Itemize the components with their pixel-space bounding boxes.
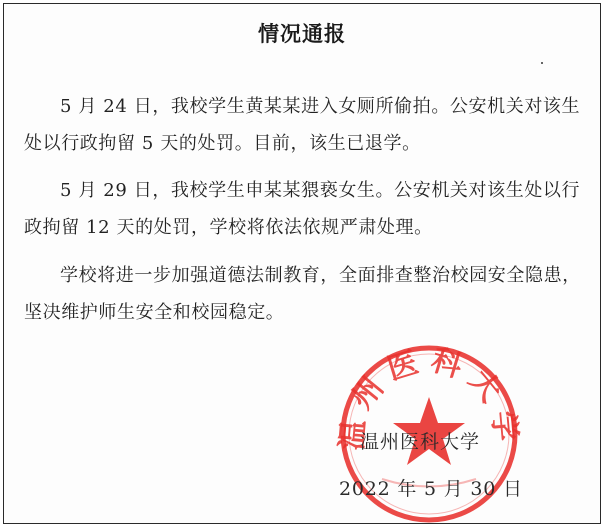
paragraph-1: 5 月 24 日，我校学生黄某某进入女厕所偷拍。公安机关对该生处以行政拘留 5 天的处罚。目前，该生已退学。 <box>24 96 581 154</box>
notice-frame <box>3 3 601 524</box>
paragraph-2: 5 月 29 日，我校学生申某某猥亵女生。公安机关对该生处以行政拘留 12 天的处罚，学校将依法依规严肃处理。 <box>24 180 581 238</box>
notice-title: 情况通报 <box>258 21 346 46</box>
paragraph-3: 学校将进一步加强道德法制教育，全面排查整治校园安全隐患，坚决维护师生安全和校园稳定。 <box>24 265 581 323</box>
notice-date: 2022 年 5 月 30 日 <box>339 478 523 500</box>
scan-speck <box>541 62 543 64</box>
signer-name: 温州医科大学 <box>360 431 481 453</box>
svg-text:温州医科大学: 温州医科大学 <box>334 342 524 452</box>
